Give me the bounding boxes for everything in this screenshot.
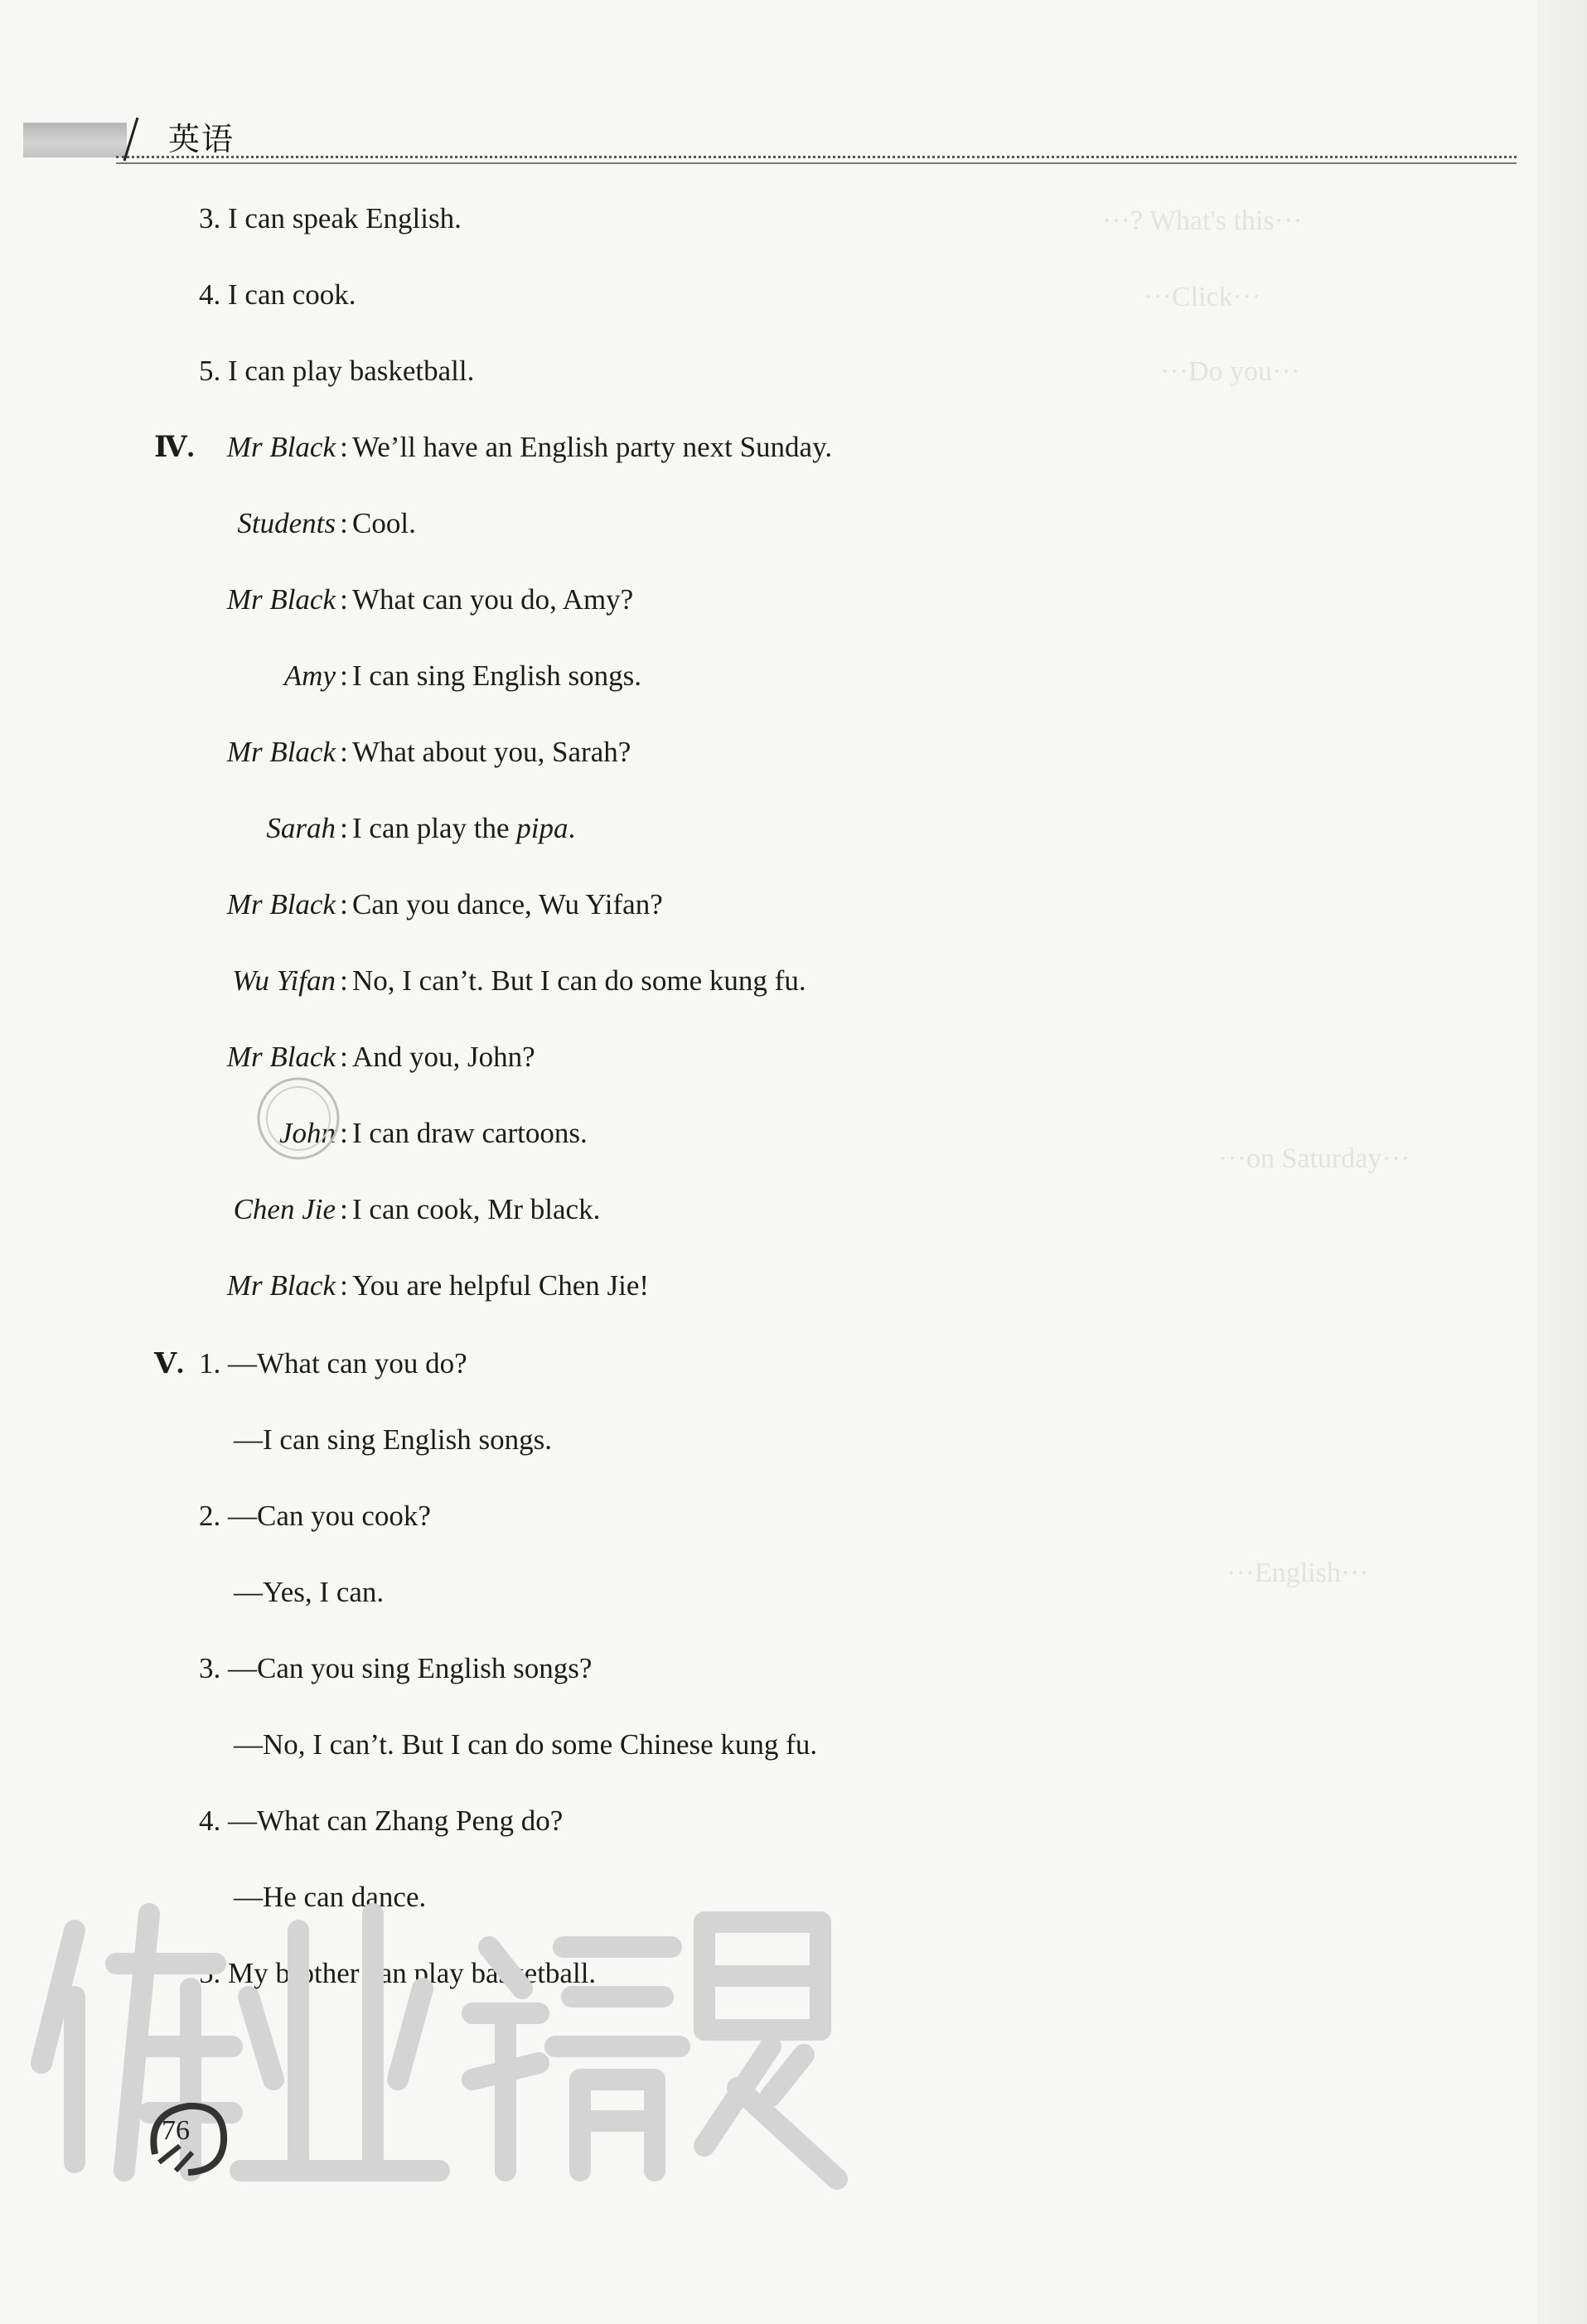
speaker-colon: :: [340, 1269, 348, 1302]
header-title: 英语: [168, 121, 235, 157]
speech-text: You are helpful Chen Jie!: [352, 1269, 650, 1302]
bleed-through: ···? What's this···: [1102, 205, 1303, 236]
dialogue-line: [0, 810, 575, 847]
speaker-name: Amy: [283, 660, 336, 692]
bleed-through: ···Click···: [1144, 282, 1261, 312]
speaker-name: Mr Black: [226, 1041, 336, 1073]
speaker-name: Mr Black: [226, 431, 336, 463]
answer-line: —Yes, I can.: [234, 1576, 385, 1608]
speaker-colon: :: [340, 964, 348, 997]
speech-text: And you, John?: [352, 1041, 535, 1073]
speaker-colon: :: [340, 660, 348, 692]
dialogue-line: [0, 429, 832, 466]
header-rule: [116, 156, 1517, 158]
answer-line: 3. I can speak English.: [199, 202, 462, 234]
speech-text: I can sing English songs.: [352, 660, 642, 692]
speech-text: I can draw cartoons.: [352, 1117, 588, 1149]
speaker-colon: :: [340, 583, 348, 616]
speech-text: We’ll have an English party next Sunday.: [352, 431, 833, 463]
header-rule-solid: [116, 162, 1517, 164]
speaker-colon: :: [340, 507, 348, 539]
speech-text: What can you do, Amy?: [352, 583, 634, 616]
speaker-name: Wu Yifan: [232, 964, 336, 997]
answer-line: 1. —What can you do?: [199, 1347, 467, 1379]
dialogue-line: [0, 887, 663, 923]
speech-text: What about you, Sarah?: [352, 736, 631, 768]
answer-line: —I can sing English songs.: [234, 1423, 553, 1456]
speaker-colon: :: [340, 888, 348, 920]
answer-line: 4. I can cook.: [199, 278, 356, 311]
bleed-through: ···Do you···: [1160, 356, 1300, 387]
speech-text: Can you dance, Wu Yifan?: [352, 888, 663, 920]
speech-text: Cool.: [352, 507, 416, 539]
speaker-name: Mr Black: [226, 583, 336, 616]
speaker-name: Mr Black: [226, 888, 336, 920]
answer-line: 5. My brother can play basketball.: [199, 1957, 597, 1989]
stamp-seal: [240, 1069, 356, 1168]
dialogue-line: [0, 658, 641, 694]
bleed-through: ···English···: [1227, 1558, 1369, 1588]
speech-text: I can cook, Mr black.: [352, 1193, 601, 1225]
page-edge-shadow: [1537, 0, 1587, 2324]
speaker-name: Chen Jie: [233, 1193, 336, 1225]
speaker-colon: :: [340, 1193, 348, 1225]
section-4-numeral: Ⅳ.: [154, 431, 195, 463]
page-number: 76: [162, 2115, 190, 2146]
bleed-through: ···on Saturday···: [1218, 1143, 1410, 1174]
dialogue-line: [0, 734, 631, 771]
speech-text: No, I can’t. But I can do some kung fu.: [352, 964, 806, 997]
dialogue-line: [0, 505, 416, 542]
dialogue-line: [0, 582, 633, 618]
answer-line: 4. —What can Zhang Peng do?: [199, 1805, 564, 1837]
speaker-colon: :: [340, 1117, 348, 1149]
header-decor-bar: [23, 123, 127, 157]
speaker-colon: :: [340, 736, 348, 768]
speaker-colon: :: [340, 812, 348, 844]
speaker-colon: :: [340, 1041, 348, 1073]
answer-line: 5. I can play basketball.: [199, 355, 475, 387]
speaker-name: Sarah: [266, 812, 336, 844]
answer-line: 3. —Can you sing English songs?: [199, 1652, 593, 1684]
speaker-name: John: [278, 1117, 336, 1149]
answer-line: —No, I can’t. But I can do some Chinese kung fu.: [234, 1728, 818, 1761]
speech-tail: .: [568, 812, 576, 844]
speaker-colon: :: [340, 431, 348, 463]
dialogue-line: [0, 1268, 649, 1304]
speaker-name: Mr Black: [226, 736, 336, 768]
answer-line: 2. —Can you cook?: [199, 1500, 431, 1532]
speech-text: I can play the: [352, 812, 517, 844]
speaker-name: Students: [237, 507, 336, 539]
dialogue-line: [0, 1191, 600, 1228]
section-5-numeral: Ⅴ.: [154, 1347, 184, 1379]
speaker-name: Mr Black: [226, 1269, 336, 1302]
answer-line: —He can dance.: [234, 1881, 427, 1913]
dialogue-line: [0, 963, 806, 999]
speech-italic: pipa: [516, 812, 569, 844]
